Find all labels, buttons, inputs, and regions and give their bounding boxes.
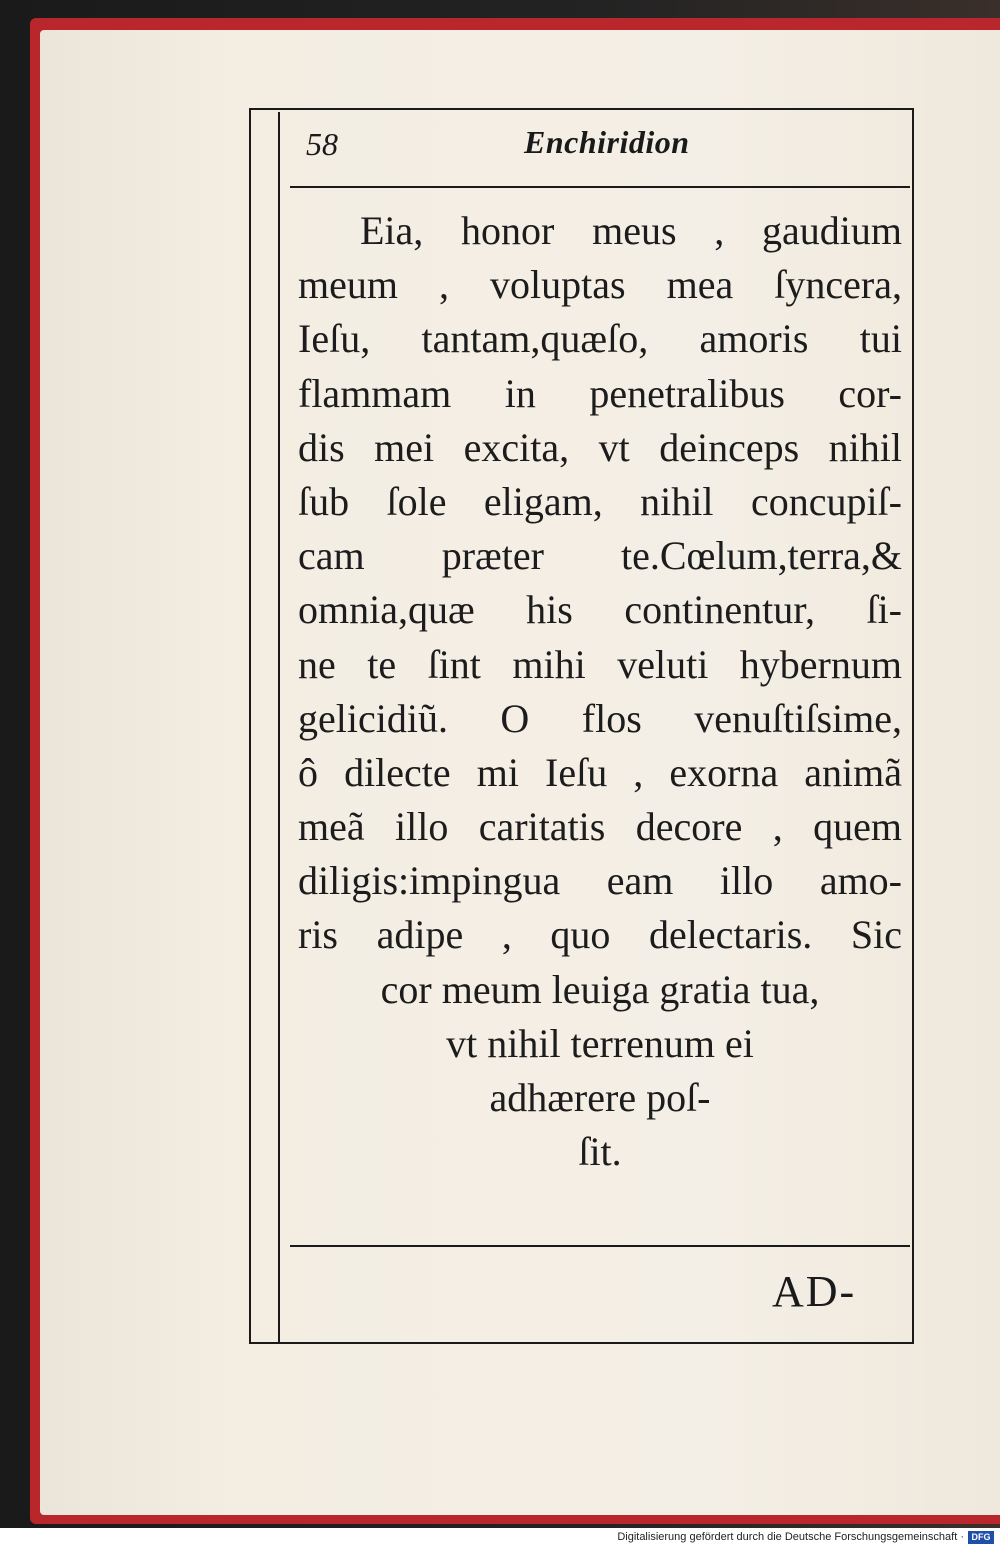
text-line: ne te ſint mihi veluti hybernum — [298, 641, 902, 687]
text-line: ô dilecte mi Ieſu , exorna animã — [298, 749, 902, 795]
body-text — [298, 204, 902, 1179]
dfg-logo: DFG — [968, 1531, 994, 1544]
text-line: vt nihil terrenum ei — [446, 1020, 754, 1066]
footer-rule — [290, 1245, 910, 1247]
inner-margin-rule — [278, 112, 280, 1342]
text-line: gelicidiũ. O flos venuſtiſsime, — [298, 695, 902, 741]
text-line: adhærere poſ- — [489, 1075, 711, 1120]
text-line: meã illo caritatis decore , quem — [298, 804, 902, 850]
text-line: dis mei excita, vt deinceps nihil — [298, 424, 902, 470]
page-number: 58 — [306, 126, 338, 162]
text-line: cam præter te.Cœlum,terra,& — [298, 533, 902, 579]
text-line: ſit. — [578, 1129, 622, 1175]
text-line: cor meum leuiga gratia tua, — [380, 966, 820, 1012]
header-rule — [290, 186, 910, 188]
footer-credit: Digitalisierung gefördert durch die Deutsche Forschungsgemeinschaft · — [617, 1531, 964, 1543]
text-line: ris adipe , quo delectaris. Sic — [298, 912, 902, 958]
catchword: AD- — [772, 1267, 857, 1316]
text-line: Eia, honor meus , gaudium — [360, 208, 902, 253]
text-line: meum , voluptas mea ſyncera, — [298, 262, 902, 308]
text-line: ſub ſole eligam, nihil concupiſ- — [298, 478, 902, 524]
text-line: omnia,quæ his continentur, ſi- — [298, 587, 902, 633]
text-line: flammam in penetralibus cor- — [298, 370, 902, 416]
text-line: Ieſu, tantam,quæſo, amoris tui — [298, 316, 902, 362]
text-line: diligis:impingua eam illo amo- — [298, 858, 902, 904]
running-head: Enchiridion — [524, 124, 690, 160]
